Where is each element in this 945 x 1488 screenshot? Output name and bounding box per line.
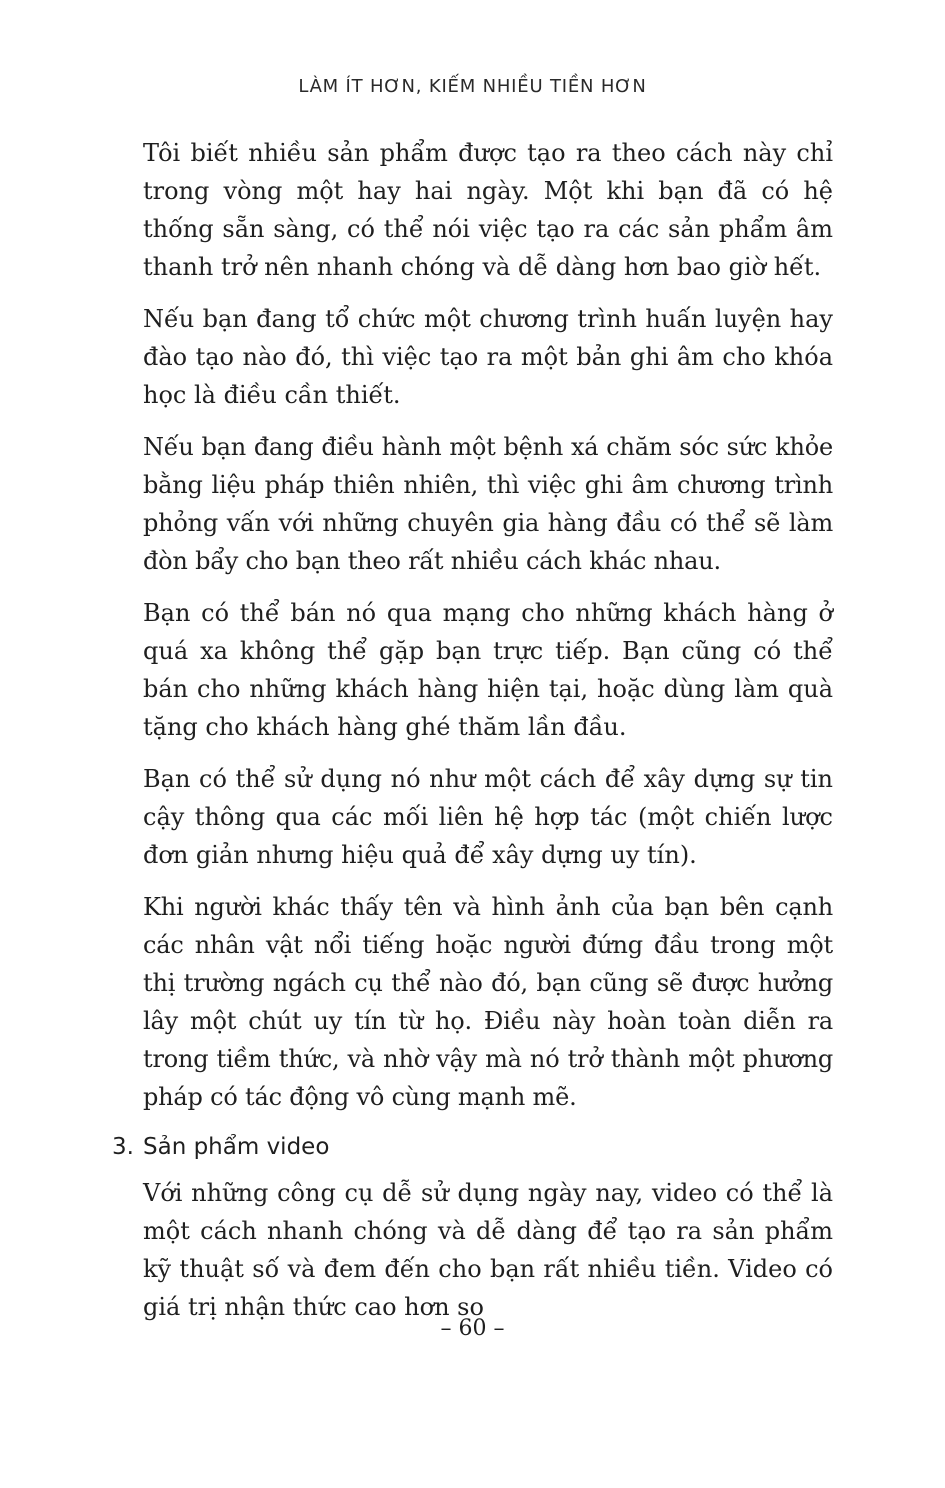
body-text (112, 134, 833, 1340)
paragraph-1: Tôi biết nhiều sản phẩm được tạo ra theo cách này chỉ trong vòng một hay hai ngày. Một khi bạn đã có hệ thống sẵn sàng, có thể nói việc tạo ra các sản phẩm âm thanh trở nên nhanh chóng và dễ dàng hơn bao giờ hết. (143, 139, 833, 281)
paragraph-3: Nếu bạn đang điều hành một bệnh xá chăm sóc sức khỏe bằng liệu pháp thiên nhiên, thì việc ghi âm chương trình phỏng vấn với những chuyên gia hàng đầu có thể sẽ làm đòn bẩy cho bạn theo rất nhiều cách khác nhau. (143, 433, 833, 575)
page-number: – 60 – (440, 1316, 505, 1341)
section-number: 3. (112, 1134, 134, 1160)
section-title: Sản phẩm video (143, 1134, 330, 1160)
paragraph-2: Nếu bạn đang tổ chức một chương trình huấn luyện hay đào tạo nào đó, thì việc tạo ra một bản ghi âm cho khóa học là điều cần thiết. (143, 305, 833, 409)
paragraph-6: Khi người khác thấy tên và hình ảnh của bạn bên cạnh các nhân vật nổi tiếng hoặc người đứng đầu trong một thị trường ngách cụ thể nào đó, bạn cũng sẽ được hưởng lây một chút uy tín từ họ. Điều này hoàn toàn diễn ra trong tiềm thức, và nhờ vậy mà nó trở thành một phương pháp có tác động vô cùng mạnh mẽ. (143, 893, 833, 1111)
paragraph-4: Bạn có thể bán nó qua mạng cho những khách hàng ở quá xa không thể gặp bạn trực tiếp. Bạn cũng có thể bán cho những khách hàng hiện tại, hoặc dùng làm quà tặng cho khách hàng ghé thăm lần đầu. (143, 599, 833, 741)
paragraph-5: Bạn có thể sử dụng nó như một cách để xây dựng sự tin cậy thông qua các mối liên hệ hợp tác (một chiến lược đơn giản nhưng hiệu quả để xây dựng uy tín). (143, 765, 833, 869)
running-header: LÀM ÍT HƠN, KIẾM NHIỀU TIỀN HƠN (298, 76, 647, 97)
section-paragraph: Với những công cụ dễ sử dụng ngày nay, video có thể là một cách nhanh chóng và dễ dàng để tạo ra sản phẩm kỹ thuật số và đem đến cho bạn rất nhiều tiền. Video có giá trị nhận thức cao hơn so (143, 1179, 833, 1321)
section-heading (112, 1128, 833, 1166)
